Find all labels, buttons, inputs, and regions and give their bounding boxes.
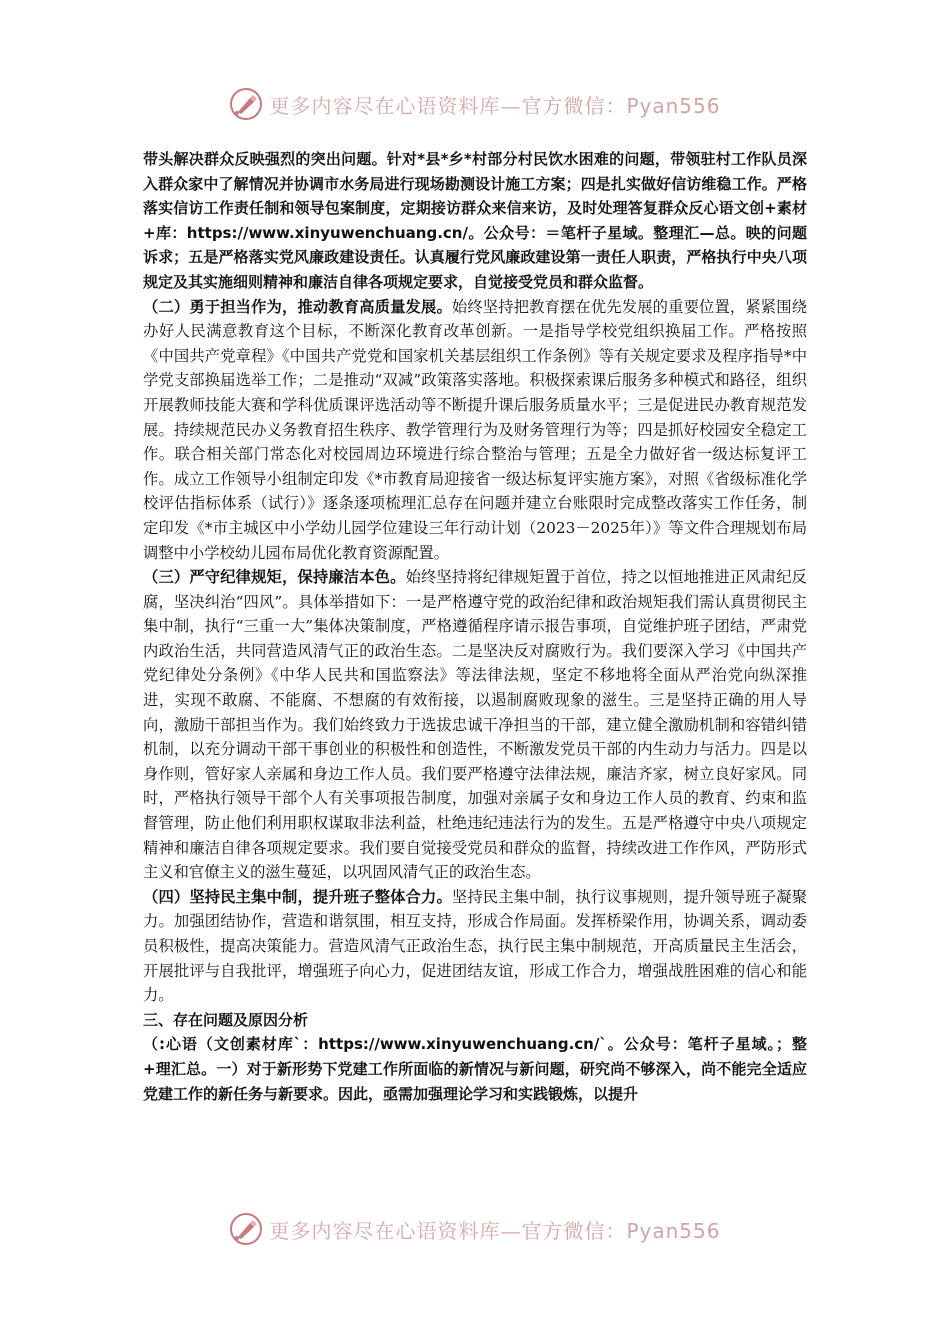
section-text: 始终坚持将纪律规矩置于首位，持之以恒地推进正风肃纪反腐，坚决纠治“四风”。具体举措如下：一是严格遵守党的政治纪律和政治规矩我们需认真贯彻民主集中制，执行“三重一大”集体决策制度，严格遵循程序请示报告事项，自觉维护班子团结，严肃党内政治生活，共同营造风清气正的政治生态。二是坚决反对腐败行为。我们要深入学习《中国共产党纪律处分条例》《中华人民共和国监察法》等法律法规，坚定不移地将全面从严治党向纵深推进，实现不敢腐、不能腐、不想腐的有效衔接，以遏制腐败现象的滋生。三是坚持正确的用人导向，激励干部担当作为。我们始终致力于选拔忠诚干净担当的干部，建立健全激励机制和容错纠错机制，以充分调动干部干事创业的积极性和创造性，不断激发党员干部的内生动力与活力。四是以身作则，管好家人亲属和身边工作人员。我们要严格遵守法律法规，廉洁齐家，树立良好家风。同时，严格执行领导干部个人有关事项报告制度，加强对亲属子女和身边工作人员的教育、约束和监督管理，防止他们利用职权谋取非法利益，杜绝违纪违法行为的发生。五是严格遵守中央八项规定精神和廉洁自律各项规定要求。我们要自觉接受党员和群众的监督，持续改进工作作风，严防形式主义和官僚主义的滋生蔓延，以巩固风清气正的政治生态。 — [143, 568, 807, 882]
section-text: 坚持民主集中制，执行议事规则，提升领导班子凝聚力。加强团结协作，营造和谐氛围，相互支持，形成合作局面。发挥桥梁作用，协调关系，调动委员积极性，提高决策能力。营造风清气正政治生态，执行民主集中制规范，开高质量民主生活会，开展批评与自我批评，增强班子向心力，促进团结友谊，形成工作合力，增强战胜困难的信心和能力。 — [143, 887, 807, 1005]
banner-text: 更多内容尽在心语资料库— — [269, 1218, 522, 1243]
problems-heading: 三、存在问题及原因分析 — [143, 1010, 309, 1029]
section-education — [143, 295, 807, 566]
header-banner — [0, 84, 950, 124]
section-heading: （四）坚持民主集中制，提升班子整体合力。 — [143, 887, 452, 906]
pen-nib-icon — [229, 87, 263, 121]
banner-wechat: 官方微信：Pyan556 — [521, 93, 721, 118]
section-discipline — [143, 565, 807, 885]
banner-text: 更多内容尽在心语资料库— — [269, 93, 522, 118]
paragraph-continued: 带头解决群众反映强烈的突出问题。针对*县*乡*村部分村民饮水困难的问题，带领驻村工作队员深入群众家中了解情况并协调市水务局进行现场勘测设计施工方案；四是扎实做好信访维稳工作。严格落实信访工作责任制和领导包案制度，定期接访群众来信来访，及时处理答复群众反心语文创+素材+库：https://www.xinyuwenchuang.cn/。公众号：＝笔杆子星域。整理汇—总。映的问题诉求；五是严格落实党风廉政建设责任。认真履行党风廉政建设第一责任人职责，严格执行中央八项规定及其实施细则精神和廉洁自律各项规定要求，自觉接受党员和群众监督。 — [143, 150, 807, 291]
problems-text: （:心语（文创素材库`：https://www.xinyuwenchuang.cn/`。公众号：笔杆子星域。；整+理汇总。一）对于新形势下党建工作所面临的新情况与新问题，研究尚不够深入，尚不能完全适应党建工作的新任务与新要求。因此，亟需加强理论学习和实践锻炼，以提升 — [143, 1035, 807, 1103]
section-heading: （二）勇于担当作为，推动教育高质量发展。 — [143, 297, 452, 316]
section-democracy — [143, 885, 807, 1008]
section-text: 始终坚持把教育摆在优先发展的重要位置，紧紧围绕办好人民满意教育这个目标，不断深化教育改革创新。一是指导学校党组织换届工作。严格按照《中国共产党章程》《中国共产党党和国家机关基层组织工作条例》等有关规定要求及程序指导*中学党支部换届选举工作；二是推动“双减”政策落实落地。积极探索课后服务多种模式和路径，组织开展教师技能大赛和学科优质课评选活动等不断提升课后服务质量水平；三是促进民办教育规范发展。持续规范民办义务教育招生秩序、教学管理行为及财务管理行为等；四是抓好校园安全稳定工作。联合相关部门常态化对校园周边环境进行综合整治与管理；五是全力做好省一级达标复评工作。成立工作领导小组制定印发《*市教育局迎接省一级达标复评实施方案》，对照《省级标准化学校评估指标体系（试行）》逐条逐项梳理汇总存在问题并建立台账限时完成整改落实工作任务，制定印发《*市主城区中小学幼儿园学位建设三年行动计划（2023－2025年）》等文件合理规划布局调整中小学校幼儿园布局优化教育资源配置。 — [143, 297, 807, 562]
section-heading: （三）严守纪律规矩，保持廉洁本色。 — [143, 568, 406, 587]
footer-banner — [0, 1209, 950, 1249]
document-body — [143, 147, 807, 1106]
pen-nib-icon — [229, 1212, 263, 1246]
banner-wechat: 官方微信：Pyan556 — [521, 1218, 721, 1243]
